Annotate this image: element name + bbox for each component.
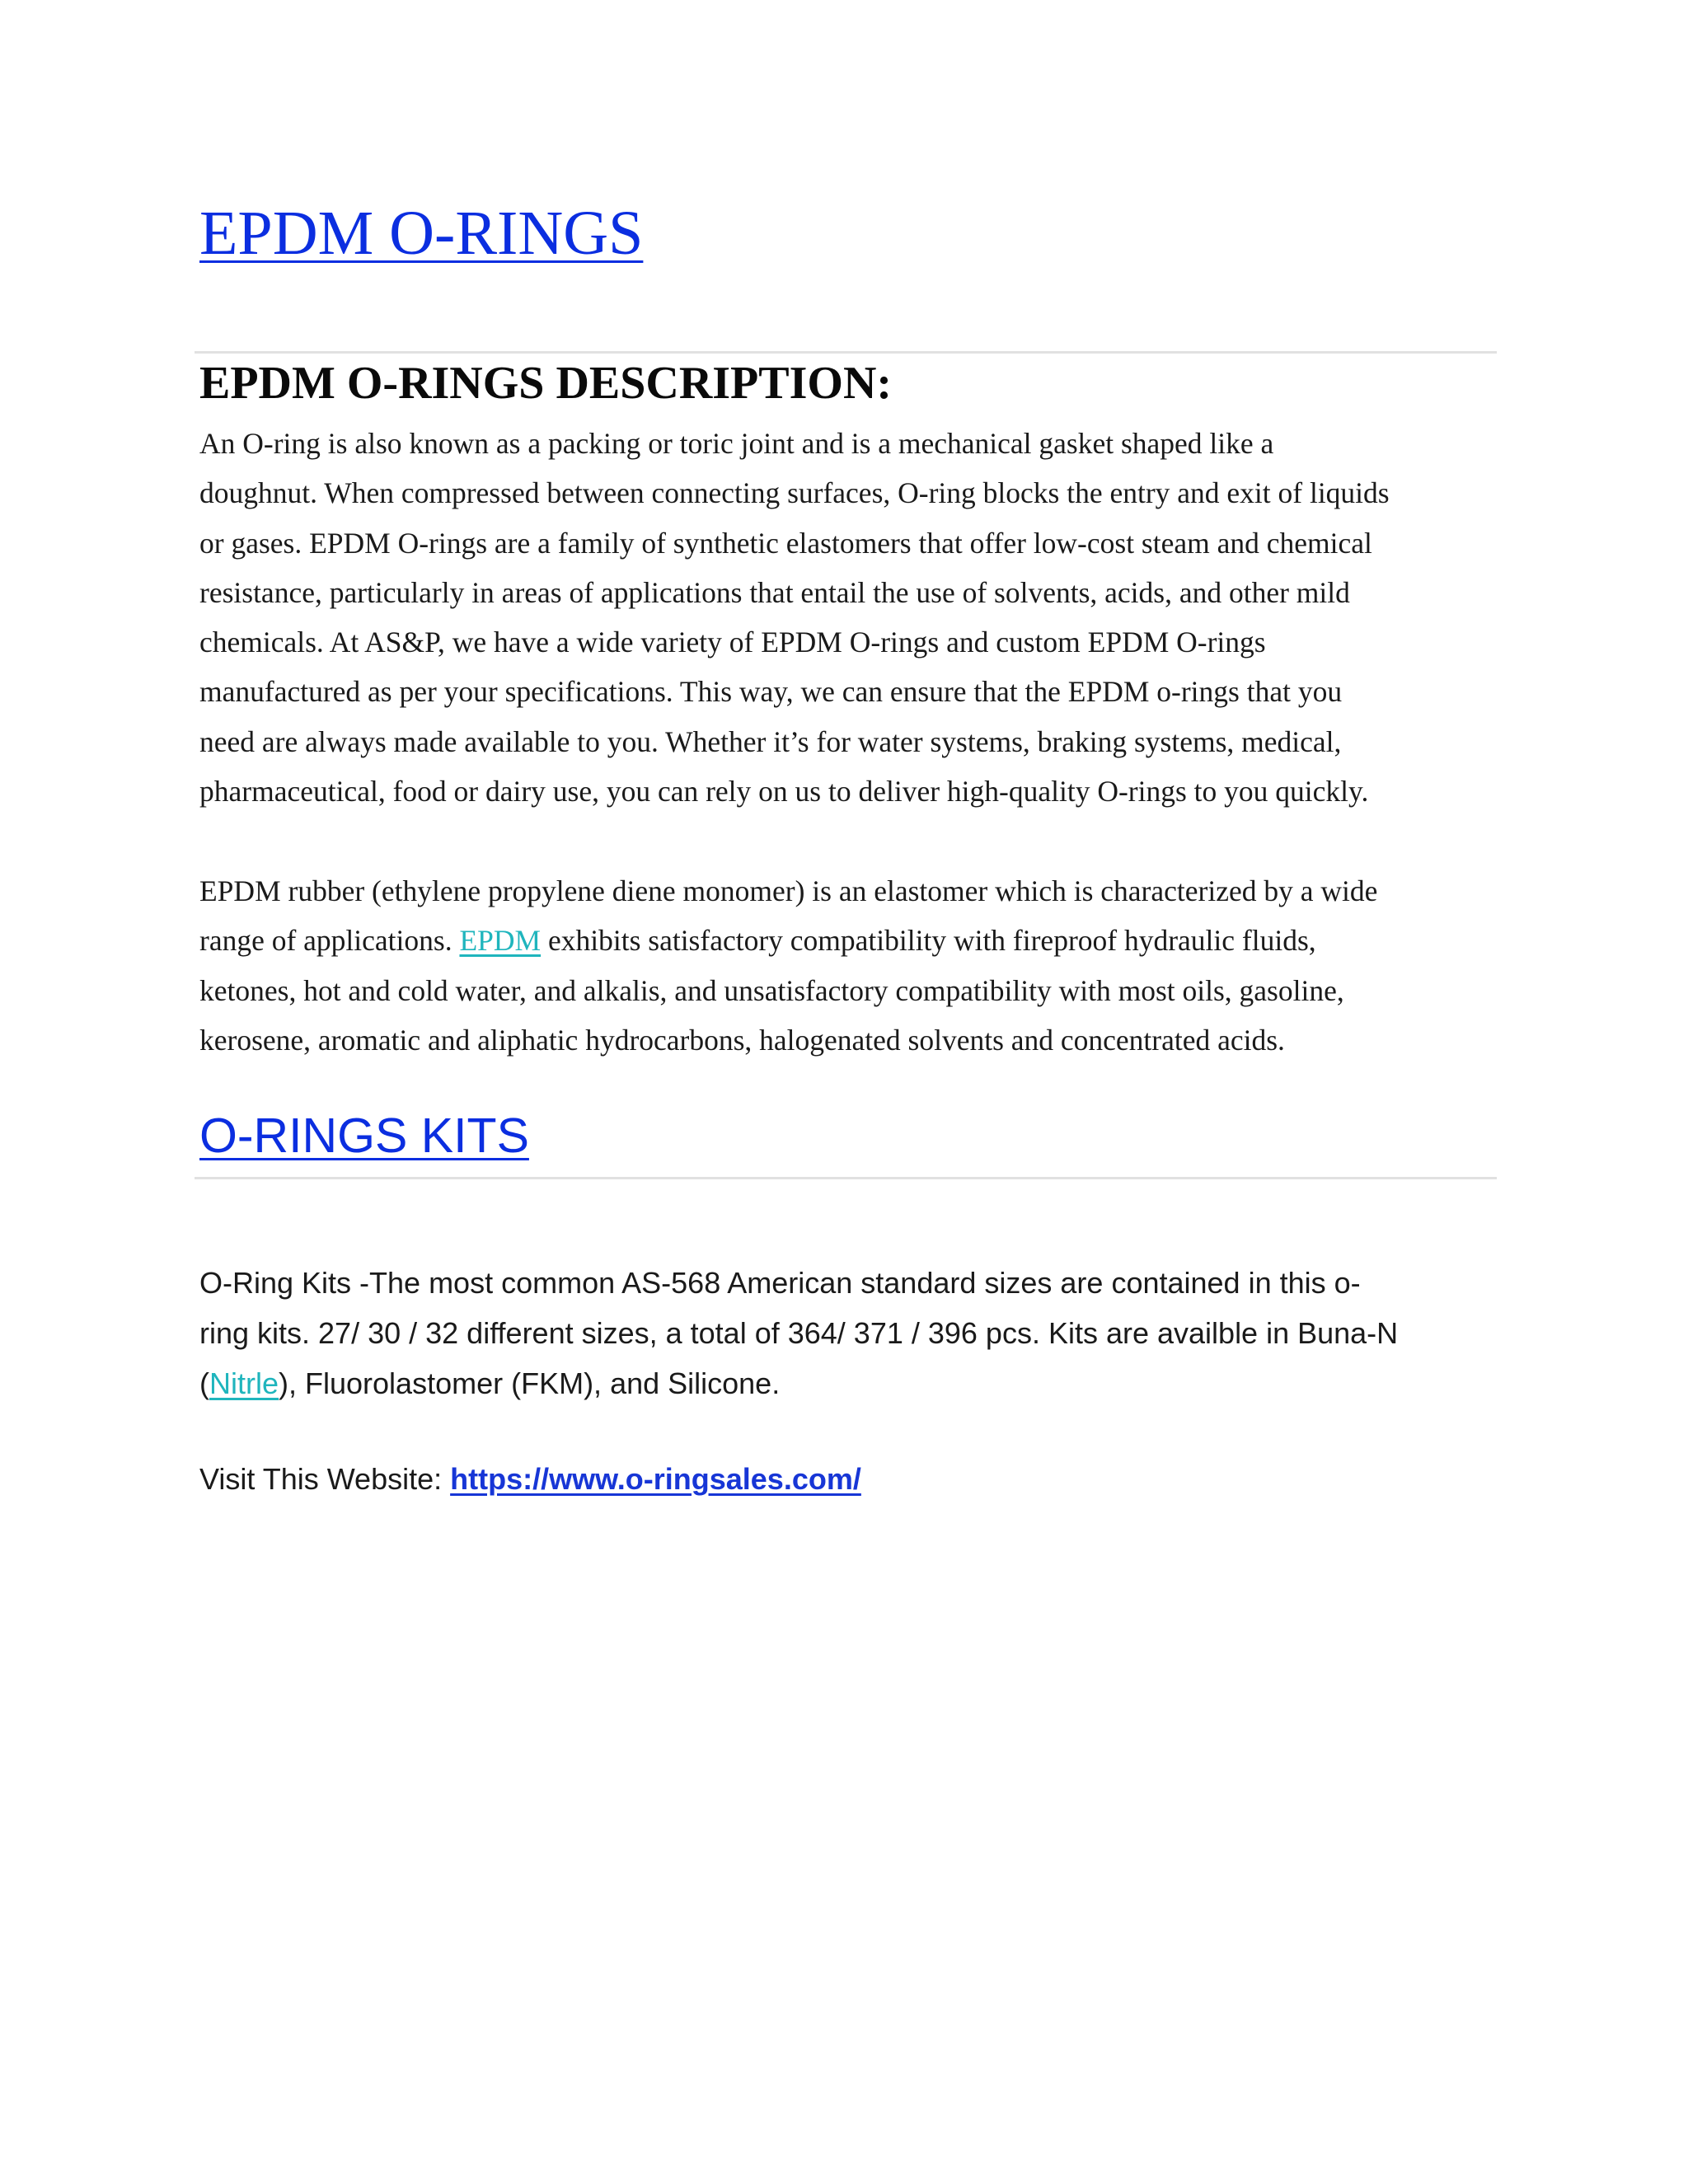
paragraph-text: range of applications. (199, 924, 460, 958)
horizontal-divider (195, 351, 1497, 354)
page-title-link[interactable]: EPDM O-RINGS (199, 199, 644, 268)
orings-kits-heading-link[interactable]: O-RINGS KITS (199, 1108, 529, 1163)
epdm-link[interactable]: EPDM (459, 924, 542, 958)
paragraph-line: ring kits. 27/ 30 / 32 different sizes, a total of 364/ 371 / 396 pcs. Kits are availble in Buna-N (199, 1316, 1399, 1350)
website-url-link[interactable]: https://www.o-ringsales.com/ (450, 1462, 861, 1496)
paragraph-line: resistance, particularly in areas of applications that entail the use of solvents, acids, and other mild (199, 575, 1350, 609)
paragraph-line: manufactured as per your specifications. This way, we can ensure that the EPDM o-rings that you (199, 675, 1343, 709)
paragraph-line: O-Ring Kits -The most common AS-568 American standard sizes are contained in this o- (199, 1266, 1361, 1300)
paragraph-line: chemicals. At AS&P, we have a wide variety of EPDM O-rings and custom EPDM O-rings (199, 626, 1266, 659)
paragraph-text: ( (199, 1366, 209, 1400)
paragraph-line: or gases. EPDM O-rings are a family of synthetic elastomers that offer low-cost steam and chemical (199, 526, 1372, 560)
kits-paragraph (199, 1258, 1498, 1408)
paragraph-line: pharmaceutical, food or dairy use, you can rely on us to deliver high-quality O-rings to you quickly. (199, 775, 1369, 808)
paragraph-line: ketones, hot and cold water, and alkalis, and unsatisfactory compatibility with most oils, gasoline, (199, 973, 1344, 1007)
visit-label: Visit This Website: (199, 1462, 451, 1496)
paragraph-line: need are always made available to you. Whether it’s for water systems, braking systems, medical, (199, 724, 1342, 758)
paragraph-line: EPDM rubber (ethylene propylene diene monomer) is an elastomer which is characterized by a wide (199, 874, 1378, 907)
description-paragraph (199, 419, 1498, 816)
horizontal-divider (195, 1177, 1497, 1179)
description-heading: EPDM O-RINGS DESCRIPTION: (199, 358, 893, 409)
paragraph-line: kerosene, aromatic and aliphatic hydrocarbons, halogenated solvents and concentrated acids. (199, 1023, 1285, 1057)
paragraph-line (199, 1358, 1498, 1408)
paragraph-line (199, 916, 1498, 965)
paragraph-line: An O-ring is also known as a packing or toric joint and is a mechanical gasket shaped like a (199, 427, 1274, 460)
nitrle-link[interactable]: Nitrle (209, 1366, 279, 1400)
visit-website-line (199, 1455, 861, 1504)
paragraph-line: doughnut. When compressed between connecting surfaces, O-ring blocks the entry and exit of liquids (199, 476, 1390, 510)
paragraph-text: exhibits satisfactory compatibility with fireproof hydraulic fluids, (541, 924, 1316, 958)
paragraph-text: ), Fluorolastomer (FKM), and Silicone. (279, 1366, 781, 1400)
epdm-rubber-paragraph (199, 866, 1498, 1065)
